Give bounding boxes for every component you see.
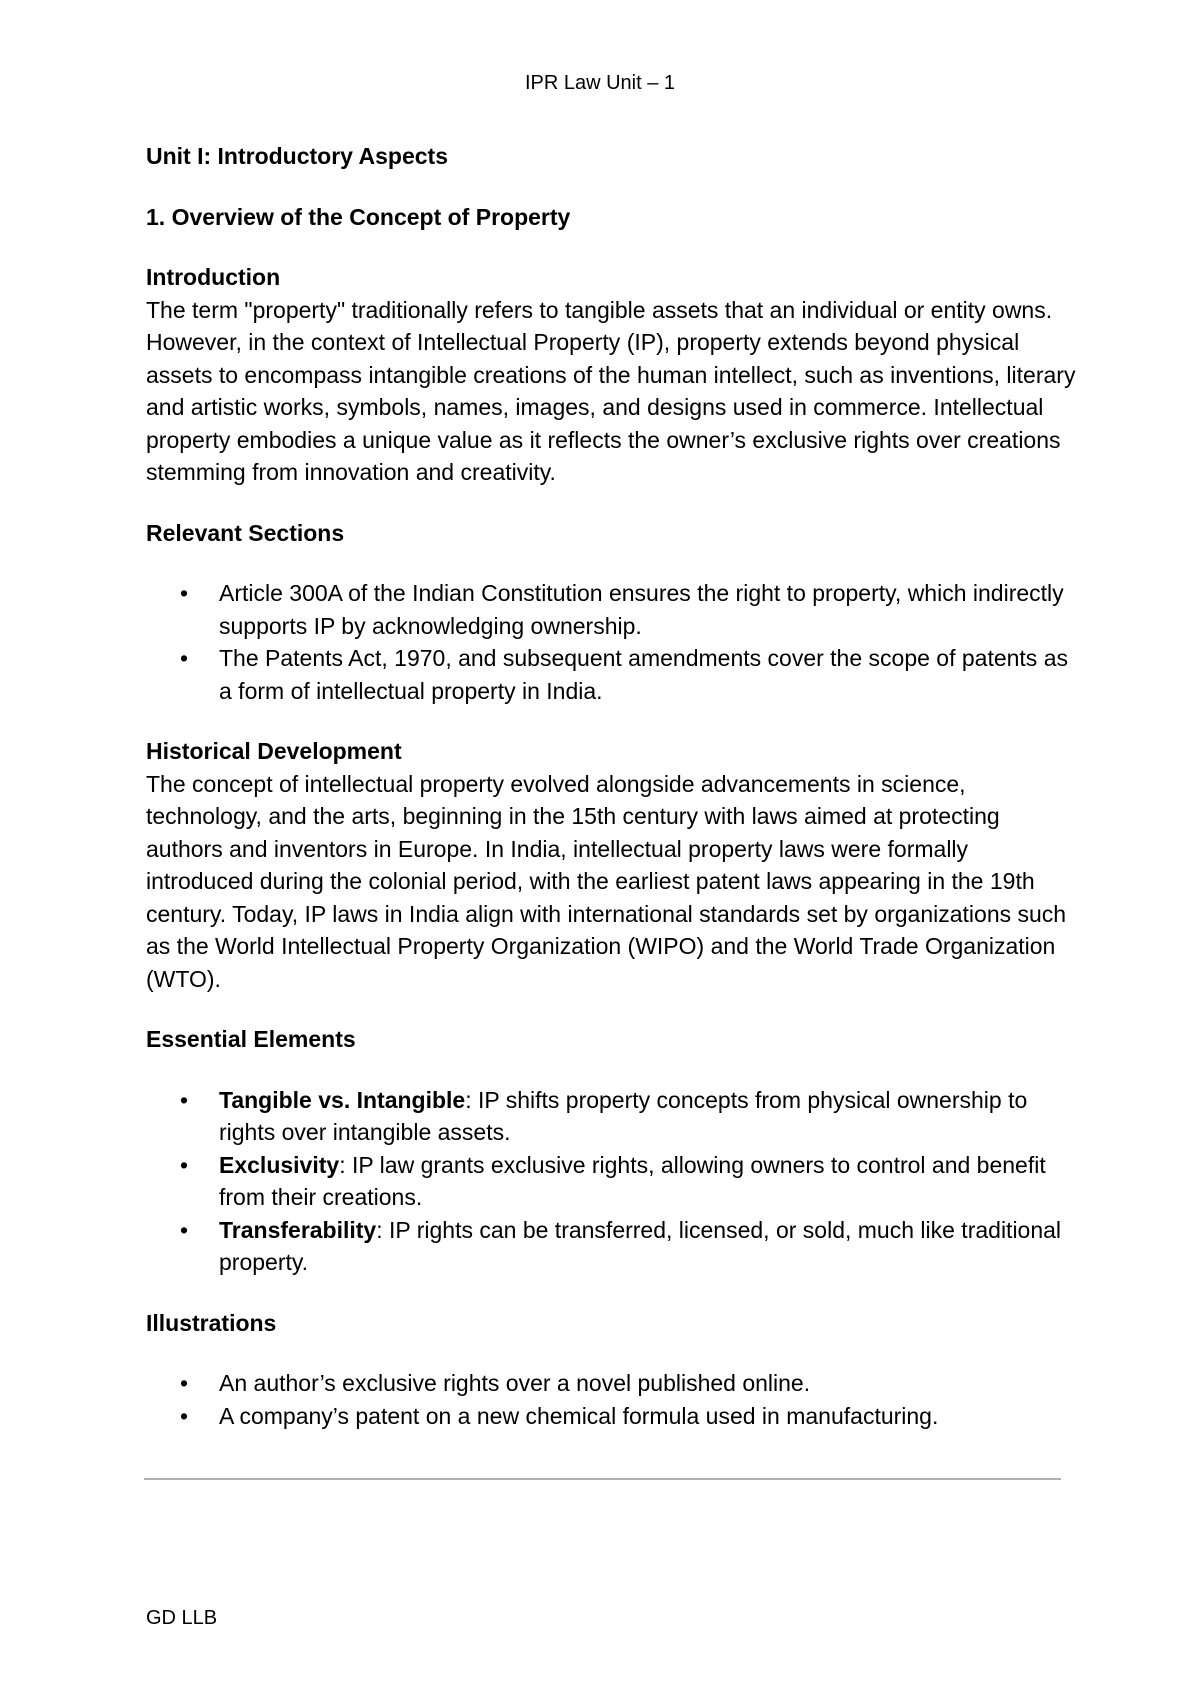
list-item-text: An author’s exclusive rights over a novel published online. — [219, 1370, 811, 1396]
relevant-sections-heading: Relevant Sections — [146, 519, 345, 546]
list-item — [146, 577, 1076, 642]
bullet-icon: • — [180, 1370, 189, 1396]
essential-elements-heading: Essential Elements — [146, 1026, 356, 1052]
list-item — [146, 1367, 1076, 1400]
bullet-icon: • — [180, 580, 189, 606]
page-footer: GD LLB — [146, 1607, 218, 1629]
document-body — [146, 140, 1076, 1432]
introduction-heading: Introduction — [146, 264, 281, 290]
page-header: IPR Law Unit – 1 — [524, 72, 676, 94]
illustrations-heading: Illustrations — [146, 1309, 277, 1336]
bullet-icon: • — [180, 1216, 189, 1243]
list-item — [146, 1084, 1076, 1149]
unit-title: Unit I: Introductory Aspects — [146, 143, 448, 169]
introduction-paragraph: The term "property" traditionally refers to tangible assets that an individual or entity owns. However, in the context of Intellectual Property (IP), property extends beyond physical assets to encompass intangible creations of the human intellect, such as inventions, literary and artistic works, symbols, names, images, and designs used in commerce. Intellectual property embodies a unique value as it reflects the owner’s exclusive rights over creations stemming from innovation and creativity. — [146, 296, 1076, 485]
bullet-icon: • — [180, 1402, 189, 1429]
list-item-text: A company’s patent on a new chemical formula used in manufacturing. — [219, 1402, 939, 1429]
element-term: Exclusivity — [219, 1151, 340, 1178]
relevant-sections-list — [146, 577, 1076, 707]
bullet-icon: • — [180, 645, 189, 671]
historical-development-heading: Historical Development — [146, 738, 402, 764]
bullet-icon: • — [180, 1151, 189, 1178]
list-item — [146, 1400, 1076, 1433]
element-description: : IP rights can be transferred, licensed, or sold, much like traditional property. — [219, 1216, 1062, 1275]
essential-elements-list — [146, 1084, 1076, 1279]
element-term: Transferability — [219, 1216, 377, 1243]
list-item — [146, 1149, 1076, 1214]
horizontal-divider — [144, 1478, 1061, 1480]
element-term: Tangible vs. Intangible — [219, 1086, 466, 1113]
list-item — [146, 642, 1076, 707]
historical-development-paragraph: The concept of intellectual property evolved alongside advancements in science, technology, and the arts, beginning in the 15th century with laws aimed at protecting authors and inventors in Europe. In India, intellectual property laws were formally introduced during the colonial period, with the earliest patent laws appearing in the 19th century. Today, IP laws in India align with international standards set by organizations such as the World Intellectual Property Organization (WIPO) and the World Trade Organization (WTO). — [146, 770, 1067, 992]
list-item-text: The Patents Act, 1970, and subsequent amendments cover the scope of patents as a form of intellectual property in India. — [219, 645, 1068, 704]
element-description: : IP law grants exclusive rights, allowing owners to control and benefit from their creations. — [219, 1151, 1046, 1210]
illustrations-list — [146, 1367, 1076, 1432]
element-description: : IP shifts property concepts from physical ownership to rights over intangible assets. — [219, 1086, 1028, 1145]
list-item — [146, 1214, 1076, 1279]
list-item-text: Article 300A of the Indian Constitution ensures the right to property, which indirectly supports IP by acknowledging ownership. — [219, 580, 1064, 639]
bullet-icon: • — [180, 1086, 189, 1113]
section-title: 1. Overview of the Concept of Property — [146, 203, 571, 230]
